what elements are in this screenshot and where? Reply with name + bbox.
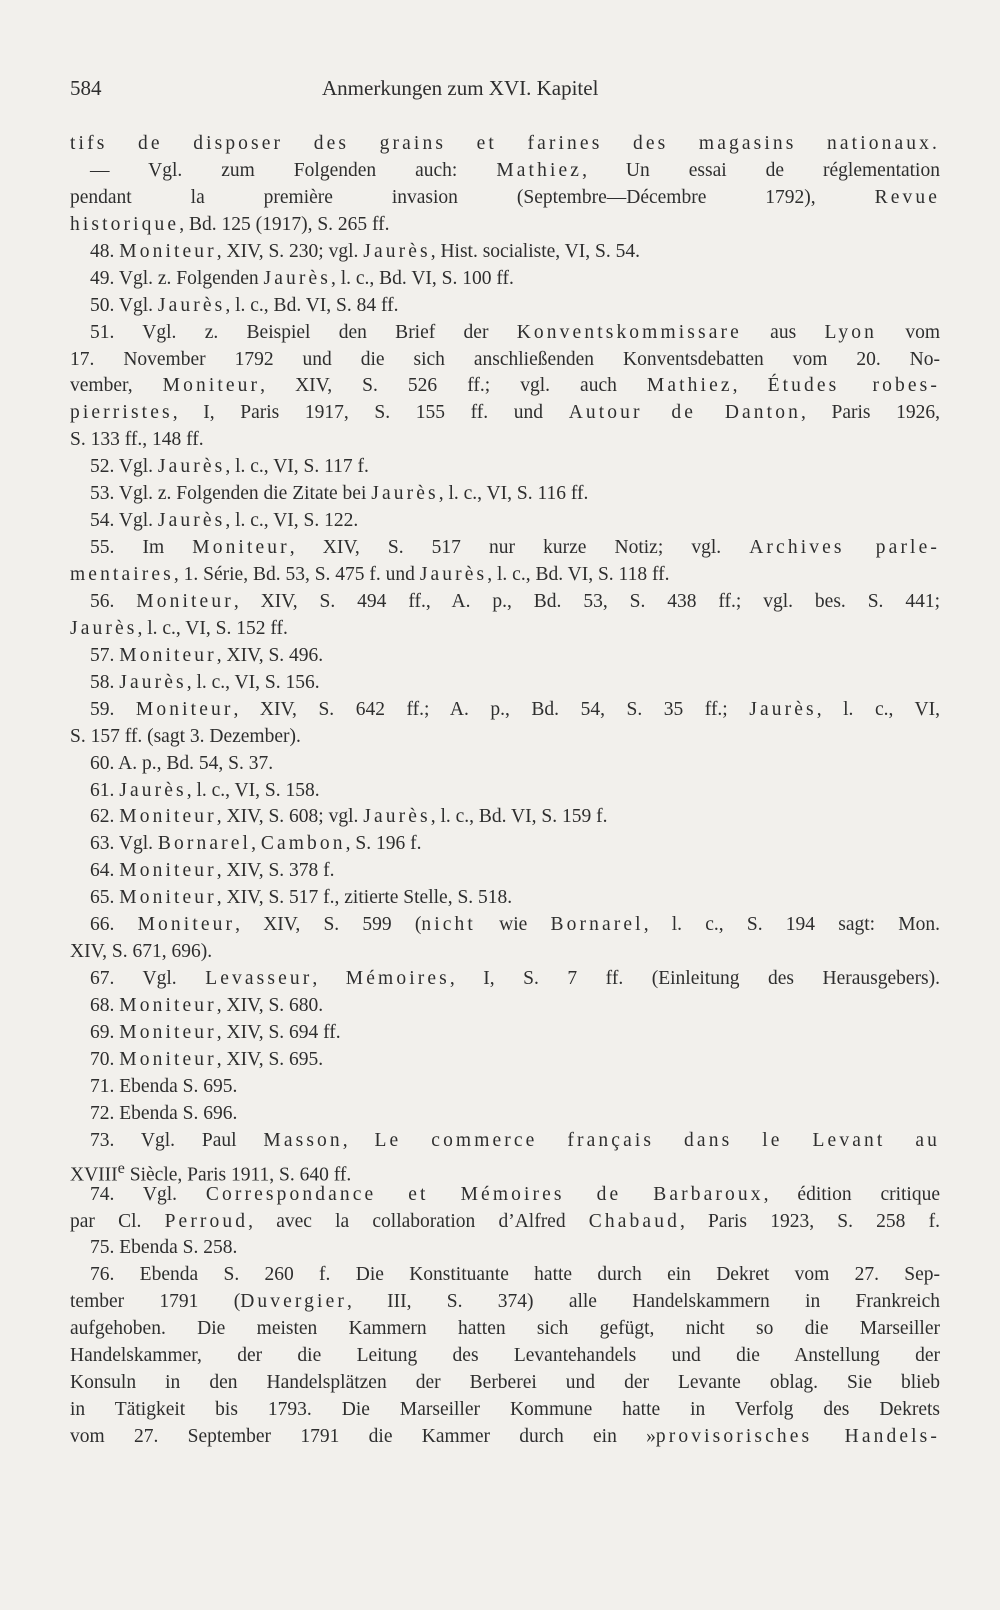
note-70: 70. Moniteur, XIV, S. 695. <box>90 1048 324 1070</box>
note-51-line-1: 51. Vgl. z. Beispiel den Brief der Konventskommissare aus Lyon vom <box>90 321 940 343</box>
note-71: 71. Ebenda S. 695. <box>90 1075 238 1097</box>
note-51-line-4: pierristes, I, Paris 1917, S. 155 ff. und Autour de Danton, Paris 1926, <box>70 402 940 424</box>
note-76-line-2: tember 1791 (Duvergier, III, S. 374) alle Handelskammern in Frankreich <box>70 1291 940 1313</box>
running-head <box>70 76 940 106</box>
note-61: 61. Jaurès, l. c., VI, S. 158. <box>90 779 320 801</box>
note-72: 72. Ebenda S. 696. <box>90 1102 238 1124</box>
note-54: 54. Vgl. Jaurès, l. c., VI, S. 122. <box>90 510 359 532</box>
note-75: 75. Ebenda S. 258. <box>90 1237 238 1259</box>
note-76-line-7: vom 27. September 1791 die Kammer durch ein »provisorisches Handels- <box>70 1426 940 1447</box>
note-47-line-5: pendant la première invasion (Septembre—Décembre 1792), Revue <box>70 186 940 208</box>
note-47-line-3: tifs de disposer des grains et farines des magasins nationaux. <box>70 133 940 154</box>
page-number: 584 <box>70 76 102 100</box>
note-47-line-4: — Vgl. zum Folgenden auch: Mathiez, Un essai de réglementation <box>90 159 940 181</box>
note-65: 65. Moniteur, XIV, S. 517 f., zitierte Stelle, S. 518. <box>90 887 513 909</box>
note-59-line-1: 59. Moniteur, XIV, S. 642 ff.; A. p., Bd. 54, S. 35 ff.; Jaurès, l. c., VI, <box>90 698 941 720</box>
note-64: 64. Moniteur, XIV, S. 378 f. <box>90 860 335 882</box>
note-76-line-5: Konsuln in den Handelsplätzen der Berberei und der Levante oblag. Sie blieb <box>70 1372 940 1394</box>
note-56-line-1: 56. Moniteur, XIV, S. 494 ff., A. p., Bd. 53, S. 438 ff.; vgl. bes. S. 441; <box>90 590 940 612</box>
note-58: 58. Jaurès, l. c., VI, S. 156. <box>90 671 320 693</box>
note-59-line-2: S. 157 ff. (sagt 3. Dezember). <box>70 725 301 747</box>
note-76-line-1: 76. Ebenda S. 260 f. Die Konstituante hatte durch ein Dekret vom 27. Sep- <box>90 1264 940 1286</box>
endnotes <box>70 131 940 1451</box>
note-60: 60. A. p., Bd. 54, S. 37. <box>90 752 274 774</box>
note-55-line-1: 55. Im Moniteur, XIV, S. 517 nur kurze Notiz; vgl. Archives parle- <box>90 537 940 559</box>
note-51-line-5: S. 133 ff., 148 ff. <box>70 429 204 451</box>
note-76-line-3: aufgehoben. Die meisten Kammern hatten sich gefügt, nicht so die Marseiller <box>70 1318 940 1340</box>
note-74-line-1: 74. Vgl. Correspondance et Mémoires de Barbaroux, édition critique <box>90 1183 941 1205</box>
note-73-line-2: XVIIIe Siècle, Paris 1911, S. 640 ff. <box>70 1158 352 1186</box>
note-73-line-1: 73. Vgl. Paul Masson, Le commerce français dans le Levant au <box>90 1129 941 1151</box>
note-47-line-6: historique, Bd. 125 (1917), S. 265 ff. <box>70 213 390 235</box>
note-62: 62. Moniteur, XIV, S. 608; vgl. Jaurès, l. c., Bd. VI, S. 159 f. <box>90 806 608 828</box>
note-76-line-4: Handelskammer, der die Leitung des Levantehandels und die Anstellung der <box>70 1345 940 1367</box>
note-66-line-2: XIV, S. 671, 696). <box>70 941 213 963</box>
note-49: 49. Vgl. z. Folgenden Jaurès, l. c., Bd. VI, S. 100 ff. <box>90 267 514 289</box>
chapter-title: Anmerkungen zum XVI. Kapitel <box>322 76 599 100</box>
note-69: 69. Moniteur, XIV, S. 694 ff. <box>90 1021 341 1043</box>
note-66-line-1: 66. Moniteur, XIV, S. 599 (nicht wie Bornarel, l. c., S. 194 sagt: Mon. <box>90 914 941 936</box>
note-51-line-3: vember, Moniteur, XIV, S. 526 ff.; vgl. auch Mathiez, Études robes- <box>70 375 940 397</box>
note-74-line-2: par Cl. Perroud, avec la collaboration d’Alfred Chabaud, Paris 1923, S. 258 f. <box>70 1210 940 1232</box>
note-55-line-2: mentaires, 1. Série, Bd. 53, S. 475 f. und Jaurès, l. c., Bd. VI, S. 118 ff. <box>70 564 670 585</box>
note-48: 48. Moniteur, XIV, S. 230; vgl. Jaurès, Hist. socialiste, VI, S. 54. <box>90 240 640 262</box>
note-76-line-6: in Tätigkeit bis 1793. Die Marseiller Kommune hatte in Verfolg des Dekrets <box>70 1399 940 1421</box>
note-57: 57. Moniteur, XIV, S. 496. <box>90 644 324 666</box>
note-51-line-2: 17. November 1792 und die sich anschließenden Konventsdebatten vom 20. No- <box>70 348 940 370</box>
note-53: 53. Vgl. z. Folgenden die Zitate bei Jaurès, l. c., VI, S. 116 ff. <box>90 483 589 505</box>
note-52: 52. Vgl. Jaurès, l. c., VI, S. 117 f. <box>90 456 369 478</box>
note-67: 67. Vgl. Levasseur, Mémoires, I, S. 7 ff. (Einleitung des Herausgebers). <box>90 968 941 990</box>
note-68: 68. Moniteur, XIV, S. 680. <box>90 995 324 1016</box>
note-50: 50. Vgl. Jaurès, l. c., Bd. VI, S. 84 ff. <box>90 294 399 316</box>
note-56-line-2: Jaurès, l. c., VI, S. 152 ff. <box>70 617 288 639</box>
note-63: 63. Vgl. Bornarel, Cambon, S. 196 f. <box>90 833 422 855</box>
superscript-e: e <box>117 1158 125 1177</box>
